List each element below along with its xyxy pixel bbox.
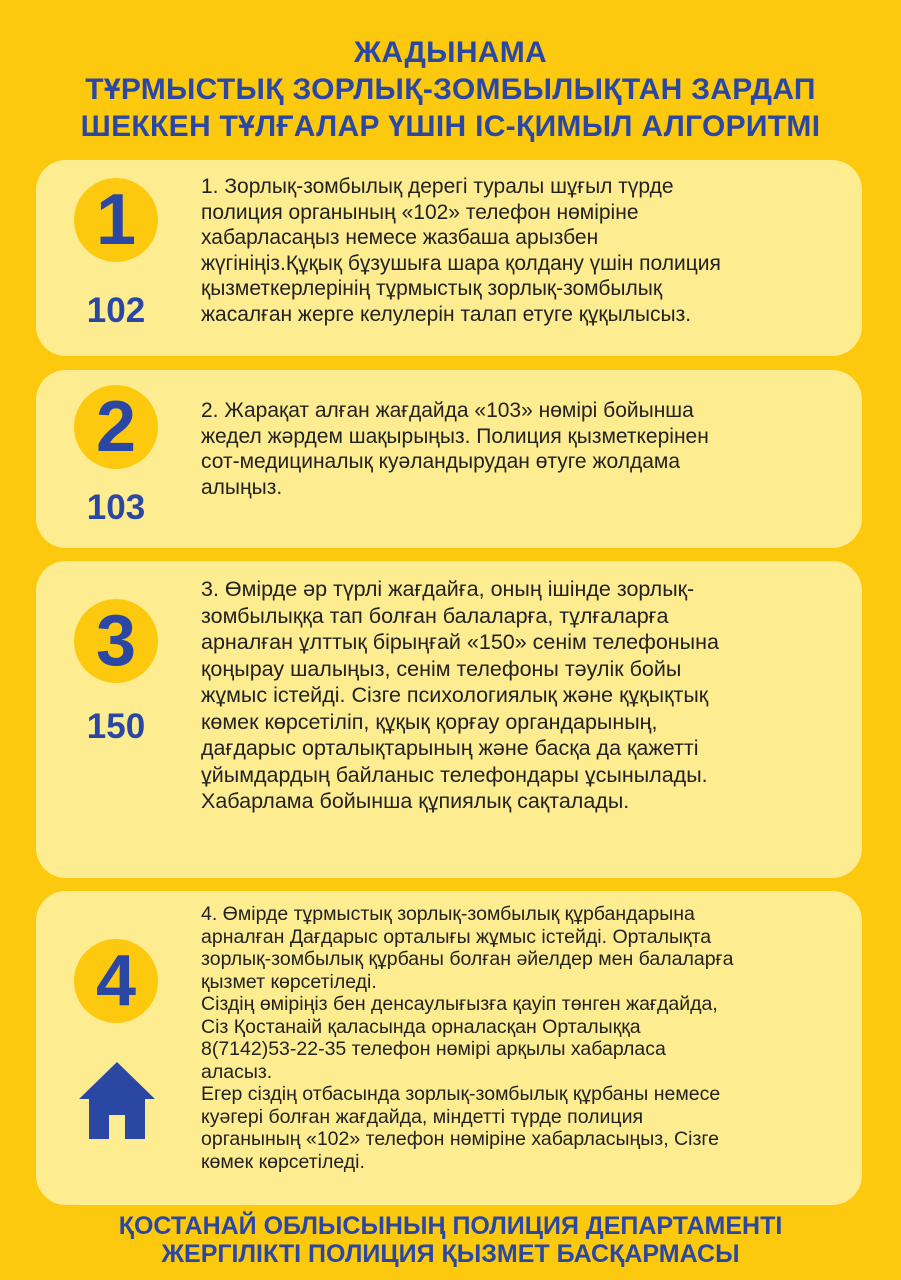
footer-line-2: ЖЕРГІЛІКТІ ПОЛИЦИЯ ҚЫЗМЕТ БАСҚАРМАСЫ [161, 1240, 740, 1268]
step-card-4 [36, 891, 862, 1205]
footer-line-1: ҚОСТАНАЙ ОБЛЫСЫНЫҢ ПОЛИЦИЯ ДЕПАРТАМЕНТІ [118, 1212, 783, 1240]
title-line-2: ТҰРМЫСТЫҚ ЗОРЛЫҚ-ЗОМБЫЛЫҚТАН ЗАРДАП [85, 73, 816, 106]
house-icon [77, 1059, 157, 1141]
step-text-2: 2. Жарақат алған жағдайда «103» нөмірі бойынша жедел жәрдем шақырыңыз. Полиция қызметкерінен сот-медициналық куәландырудан өтуге жолдама алыңыз. [201, 399, 709, 499]
phone-number-150: 150 [86, 707, 146, 746]
step-badge-1: 1 [74, 178, 158, 262]
step-card-2 [36, 370, 862, 548]
title-line-1: ЖАДЫНАМА [353, 36, 548, 69]
page-title [0, 34, 901, 145]
step-text-4: 4. Өмірде тұрмыстық зорлық-зомбылық құрбандарына арналған Дағдарыс орталығы жұмыс істейді. Орталықта зорлық-зомбылық құрбаны болған әйелдер мен балаларға қызмет көрсетіледі. Сіздің өміріңіз бен денсаулығызға қауіп төнген жағдайда, Сіз Қостанаій қаласында орналасқан Орталыққа 8(7142)53-22-35 телефон нөмірі арқылы хабарласа аласыз. Егер сіздің отбасында зорлық-зомбылық құрбаны немесе куәгері болған жағдайда, міндетті түрде полиция органының «102» телефон нөміріне хабарласыңыз, Сізге көмек көрсетіледі. [201, 903, 734, 1173]
footer [0, 1212, 901, 1268]
phone-number-102: 102 [86, 291, 146, 330]
step-badge-2: 2 [74, 385, 158, 469]
step-badge-3: 3 [74, 599, 158, 683]
step-text-1: 1. Зорлық-зомбылық дерегі туралы шұғыл түрде полиция органының «102» телефон нөміріне хабарласаңыз немесе жазбаша арызбен жүгініңіз.Құқық бұзушыға шара қолдану үшін полиция қызметкерлерінің тұрмыстық зорлық-зомбылық жасалған жерге келулерін талап етуге құқылысыз. [201, 175, 721, 326]
step-card-3 [36, 561, 862, 878]
step-text-3: 3. Өмірде әр түрлі жағдайға, оның ішінде зорлық- зомбылыққа тап болған балаларға, тұлғаларға арналған ұлттық бірыңғай «150» сенім телефонына қоңырау шалыңыз, сенім телефоны тәулік бойы жұмыс істейді. Сізге психологиялық және құқықтық көмек көрсетіліп, құқық қорғау органдарының, дағдарыс орталықтарының және басқа да қажетті ұйымдардың байланыс телефондары ұсынылады. Хабарлама бойынша құпиялық сақталады. [201, 577, 719, 813]
title-line-3: ШЕККЕН ТҰЛҒАЛАР ҮШІН ІС-ҚИМЫЛ АЛГОРИТМІ [80, 110, 821, 143]
phone-number-103: 103 [86, 488, 146, 527]
step-badge-4: 4 [74, 939, 158, 1023]
step-card-1 [36, 160, 862, 356]
